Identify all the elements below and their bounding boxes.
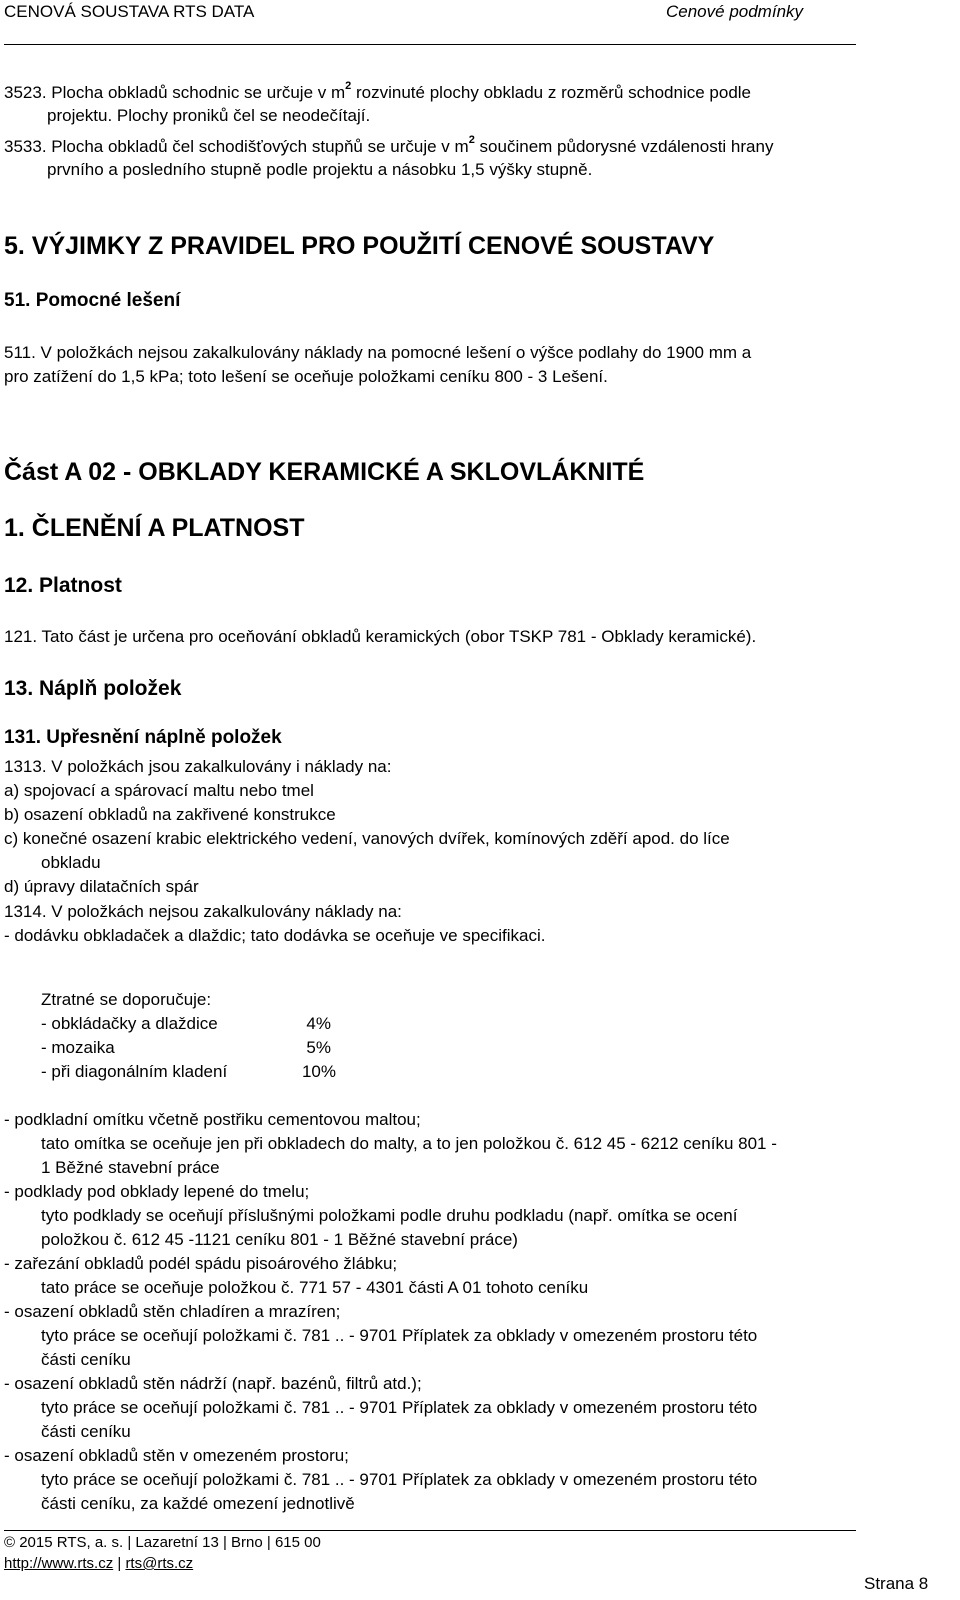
list-item-d: d) úpravy dilatačních spár xyxy=(4,877,199,896)
header-section: Cenové podmínky xyxy=(666,2,804,21)
paragraph-3523-line2: projektu. Plochy proniků čel se neodečítají. xyxy=(47,106,371,125)
paragraph-1314-line1: - dodávku obkladaček a dlaždic; tato dodávka se oceňuje ve specifikaci. xyxy=(4,926,546,945)
website-link[interactable]: http://www.rts.cz xyxy=(4,1555,114,1572)
list-item-c-line2: obkladu xyxy=(41,853,101,872)
item-line: tyto práce se oceňují položkami č. 781 .. - 9701 Příplatek za obklady v omezeném prostoru této xyxy=(41,1326,758,1345)
item-line: - osazení obkladů stěn v omezeném prostoru; xyxy=(4,1446,349,1465)
losses-row-label: - obkládačky a dlaždice xyxy=(41,1014,218,1033)
list-item-c-line1: c) konečné osazení krabic elektrického vedení, vanových dvířek, komínových zděří apod. do líce xyxy=(4,829,730,848)
paragraph-1314-intro: 1314. V položkách nejsou zakalkulovány náklady na: xyxy=(4,902,402,921)
footer-contacts xyxy=(4,1555,193,1572)
heading-section-13: 13. Náplň položek xyxy=(4,677,182,700)
paragraph-511-line2: pro zatížení do 1,5 kPa; toto lešení se oceňuje položkami ceníku 800 - 3 Lešení. xyxy=(4,367,608,386)
item-line: tato omítka se oceňuje jen při obkladech do malty, a to jen položkou č. 612 45 - 6212 ceníku 801 - xyxy=(41,1134,777,1153)
paragraph-3533-line2: prvního a posledního stupně podle projektu a násobku 1,5 výšky stupně. xyxy=(47,160,593,179)
paragraph-3533-line1: 3533. Plocha obkladů čel schodišťových stupňů se určuje v $m^2$ součinem půdorysné vzdálenosti hrany xyxy=(4,134,774,156)
losses-row-label: - mozaika xyxy=(41,1038,115,1057)
paragraph-121: 121. Tato část je určena pro oceňování obkladů keramických (obor TSKP 781 - Obklady keramické). xyxy=(4,627,757,646)
email-link[interactable]: rts@rts.cz xyxy=(125,1555,194,1572)
item-line: položkou č. 612 45 -1121 ceníku 801 - 1 Běžné stavební práce) xyxy=(41,1230,518,1249)
page-number: Strana 8 xyxy=(864,1574,929,1593)
item-line: tyto práce se oceňují položkami č. 781 .. - 9701 Příplatek za obklady v omezeném prostoru této xyxy=(41,1398,758,1417)
item-line: - osazení obkladů stěn chladíren a mrazíren; xyxy=(4,1302,341,1321)
item-line: - podkladní omítku včetně postřiku cementovou maltou; xyxy=(4,1110,421,1129)
losses-row-value: 4% xyxy=(306,1014,331,1033)
header-title: CENOVÁ SOUSTAVA RTS DATA xyxy=(4,2,255,21)
heading-section-51: 51. Pomocné lešení xyxy=(4,290,181,311)
losses-row-value: 5% xyxy=(306,1038,331,1057)
paragraph-1313-intro: 1313. V položkách jsou zakalkulovány i náklady na: xyxy=(4,757,392,776)
list-item-b: b) osazení obkladů na zakřivené konstrukce xyxy=(4,805,336,824)
paragraph-3523-line1: 3523. Plocha obkladů schodnic se určuje v $m^2$ rozvinuté plochy obkladu z rozměrů schodnice podle xyxy=(4,80,752,102)
footer-address: © 2015 RTS, a. s. | Lazaretní 13 | Brno | 615 00 xyxy=(4,1534,321,1551)
item-line: - podklady pod obklady lepené do tmelu; xyxy=(4,1182,310,1201)
header-rule xyxy=(4,44,856,45)
losses-title: Ztratné se doporučuje: xyxy=(41,990,212,1009)
item-line: tato práce se oceňuje položkou č. 771 57 - 4301 části A 01 tohoto ceníku xyxy=(41,1278,589,1297)
item-line: části ceníku xyxy=(41,1350,131,1369)
item-line: 1 Běžné stavební práce xyxy=(41,1158,220,1177)
heading-section-12: 12. Platnost xyxy=(4,574,122,597)
footer-rule xyxy=(4,1530,856,1531)
item-line: tyto podklady se oceňují příslušnými položkami podle druhu podkladu (např. omítka se ocení xyxy=(41,1206,738,1225)
heading-section-5: 5. VÝJIMKY Z PRAVIDEL PRO POUŽITÍ CENOVÉ SOUSTAVY xyxy=(4,232,715,260)
footer-separator: | xyxy=(113,1555,126,1572)
heading-section-1: 1. ČLENĚNÍ A PLATNOST xyxy=(4,514,305,542)
item-line: části ceníku xyxy=(41,1422,131,1441)
item-line: tyto práce se oceňují položkami č. 781 .. - 9701 Příplatek za obklady v omezeném prostoru této xyxy=(41,1470,758,1489)
paragraph-511-line1: 511. V položkách nejsou zakalkulovány náklady na pomocné lešení o výšce podlahy do 1900 mm a xyxy=(4,343,752,362)
item-line: části ceníku, za každé omezení jednotlivě xyxy=(41,1494,355,1513)
item-line: - zařezání obkladů podél spádu pisoárového žlábku; xyxy=(4,1254,398,1273)
losses-row-value: 10% xyxy=(301,1062,336,1081)
heading-section-131: 131. Upřesnění náplně položek xyxy=(4,727,282,748)
losses-row-label: - při diagonálním kladení xyxy=(41,1062,228,1081)
item-line: - osazení obkladů stěn nádrží (např. bazénů, filtrů atd.); xyxy=(4,1374,422,1393)
heading-part-a02: Část A 02 - OBKLADY KERAMICKÉ A SKLOVLÁKNITÉ xyxy=(4,458,645,486)
list-item-a: a) spojovací a spárovací maltu nebo tmel xyxy=(4,781,314,800)
